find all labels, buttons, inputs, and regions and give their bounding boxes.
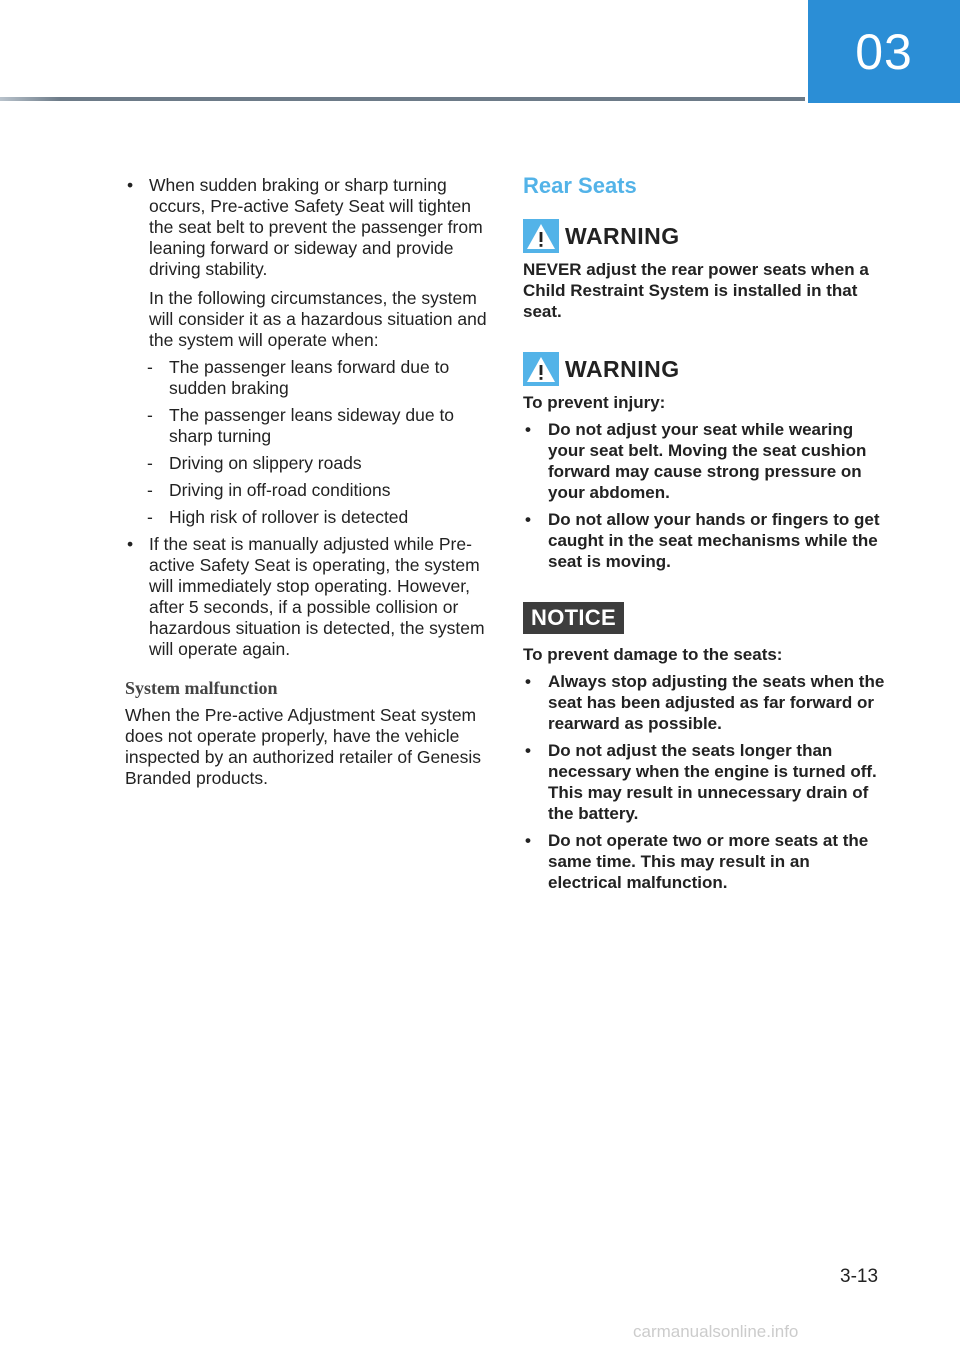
notice-bullet: • Always stop adjusting the seats when the seat has been adjusted as far forward or rearward as possible. [525,672,885,733]
warning-text: NEVER adjust the rear power seats when a Child Restraint System is installed in that seat. [523,260,869,321]
dash-icon: - [147,453,153,473]
conditions-intro: In the following circumstances, the system will consider it as a hazardous situation and the system will operate when: [149,288,487,350]
chapter-tab: 03 [808,0,960,103]
page-number: 3-13 [840,1266,879,1287]
notice-badge: NOTICE [523,602,624,634]
warning-triangle-icon [523,219,559,253]
notice-box [523,602,888,893]
notice-bullet: • Do not adjust the seats longer than necessary when the engine is turned off. This may result in unnecessary drain of the battery. [525,741,877,823]
warning-bullet: • Do not allow your hands or fingers to get caught in the seat mechanisms while the seat is moving. [525,510,880,571]
watermark: carmanualsonline.info [633,1322,799,1341]
dash-item: - Driving in off-road conditions [147,480,391,500]
dash-item: - The passenger leans sideway due to sharp turning [147,405,455,446]
bullet-dot-icon: • [127,534,134,554]
header-rule [0,97,805,101]
bullet-dot-icon: • [525,420,531,439]
warning-box [523,219,888,322]
dash-item: - Driving on slippery roads [147,453,362,473]
warning-box [523,352,888,572]
bullet-dot-icon: • [525,672,531,691]
notice-bullet: • Do not operate two or more seats at the same time. This may result in an electrical malfunction. [525,831,869,892]
left-column [125,175,490,797]
dash-icon: - [147,357,153,377]
warning-triangle-icon [523,352,559,386]
bullet-item: • If the seat is manually adjusted while Pre-active Safety Seat is operating, the system will immediately stop operating. However, after 5 seconds, if a possible collision or hazardous situation is detected, the system will operate again. [127,534,485,659]
bullet-dot-icon: • [127,175,134,195]
warning-bullet: • Do not adjust your seat while wearing your seat belt. Moving the seat cushion forward may cause strong pressure on your abdomen. [525,420,867,502]
notice-intro: To prevent damage to the seats: [523,645,783,664]
warning-title: WARNING [565,222,680,249]
warning-header [523,352,888,386]
dash-icon: - [147,405,153,425]
warning-intro: To prevent injury: [523,393,666,412]
warning-header [523,219,888,253]
dash-item: - High risk of rollover is detected [147,507,409,527]
subheading-system-malfunction: System malfunction [125,678,278,698]
dash-icon: - [147,480,153,500]
bullet-item: • When sudden braking or sharp turning occurs, Pre-active Safety Seat will tighten the seat belt to prevent the passenger from leaning forward or sideway and provide driving stability. [127,175,483,279]
warning-title: WARNING [565,355,680,382]
malfunction-text: When the Pre-active Adjustment Seat system does not operate properly, have the vehicle inspected by an authorized retailer of Genesis Branded products. [125,705,482,788]
bullet-dot-icon: • [525,510,531,529]
bullet-dot-icon: • [525,741,531,760]
section-title: Rear Seats [523,173,637,198]
bullet-dot-icon: • [525,831,531,850]
dash-icon: - [147,507,153,527]
dash-item: - The passenger leans forward due to sudden braking [147,357,450,398]
right-column [523,175,888,923]
